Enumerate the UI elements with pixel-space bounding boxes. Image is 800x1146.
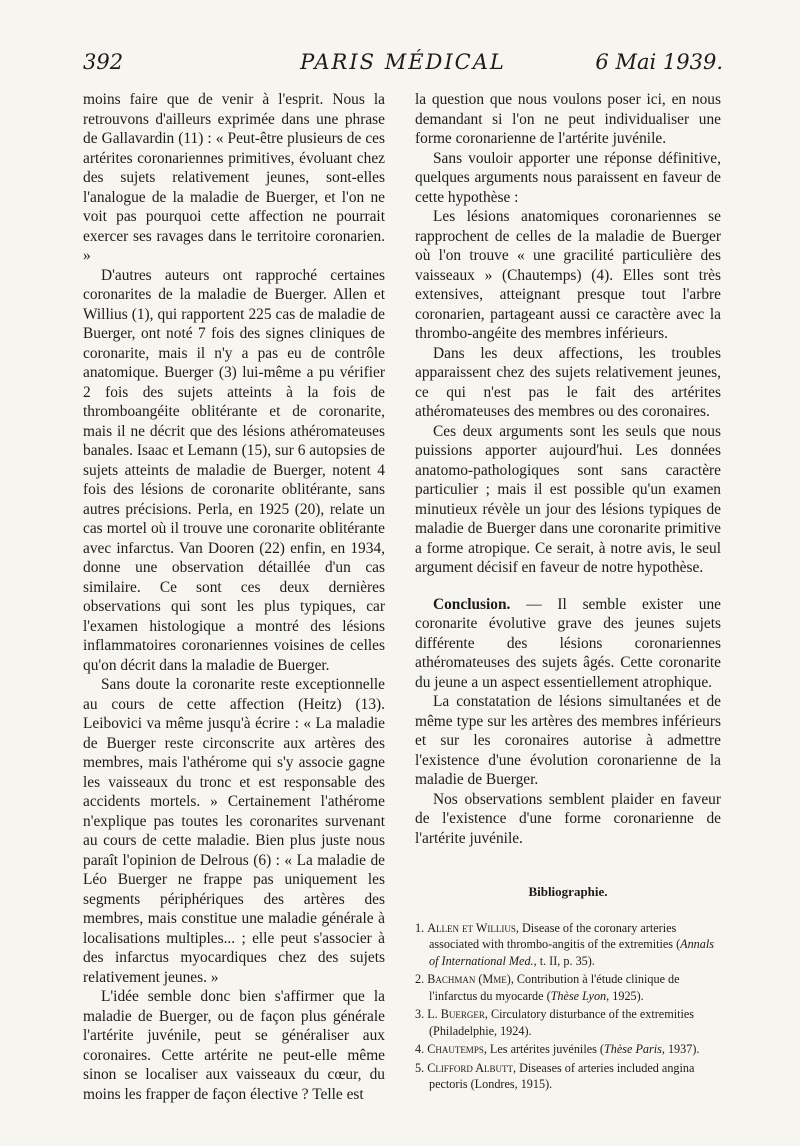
bibliography-list: [415, 920, 721, 1093]
bibliography-title: Bibliographie.: [528, 884, 608, 899]
bibliography-entry: 2. Bachman (Mme), Contribution à l'étude clinique de l'infarctus du myocarde (Thèse Lyon, 1925).: [415, 972, 680, 1003]
paragraph: Ces deux arguments sont les seuls que nous puissions apporter aujourd'hui. Les données anatomo-pathologiques sont sans caractère particulier ; mais il est possible qu'un examen minutieux révèle un jour des lésions typiques de maladie de Buerger dans une coronarite primitive a forme atropique. Ce serait, à notre avis, le seul argument décisif en faveur de notre hypothèse.: [415, 422, 721, 576]
bibliography-entry: 5. Clifford Albutt, Diseases of arteries included angina pectoris (Londres, 1915).: [415, 1060, 695, 1091]
section-gap: [415, 578, 721, 595]
paragraph: La constatation de lésions simultanées et de même type sur les artères des membres inférieurs et sur les coronaires autorise à admettre l'existence d'une évolution coronarienne de la maladie de Buerger.: [415, 693, 721, 788]
bibliography-entry: 4. Chautemps, Les artérites juvéniles (Thèse Paris, 1937).: [415, 1042, 700, 1056]
page-number: 392: [83, 50, 124, 74]
paragraph: la question que nous voulons poser ici, en nous demandant si l'on ne peut individualiser une forme coronarienne de l'artérite juvénile.: [415, 91, 721, 147]
paragraph: Sans vouloir apporter une réponse définitive, quelques arguments nous paraissent en faveur de cette hypothèse :: [415, 149, 721, 206]
paragraph: Sans doute la coronarite reste exceptionnelle au cours de cette affection (Heitz) (13). Leibovici va même jusqu'à écrire : « La maladie de Buerger reste circonscrite aux artères des membres, mais l'athérome qui s'y associe gagne les vaisseaux du tronc et est responsable des accidents mortels. » Certainement l'athérome n'explique pas toutes les coronarites survenant au cours de cette maladie. Bien plus juste nous paraît l'opinion de Delrous (6) : « La maladie de Léo Buerger ne frappe pas uniquement les segments périphériques des artères des membres, mais constitue une maladie générale à localisations multiples... ; elle peut s'associer à des infarctus myocardiques chez des sujets relativement jeunes. »: [83, 676, 385, 986]
right-column: [415, 90, 721, 1095]
left-column: [83, 90, 385, 1104]
conclusion-text: — Il semble exister une coronarite évolutive grave des jeunes sujets différente des lésions coronariennes athéromateuses des sujets âgés. Cette coronarite du jeune a un aspect essentiellement atrophique.: [415, 595, 721, 691]
paragraph: D'autres auteurs ont rapproché certaines coronarites de la maladie de Buerger. Allen et Willius (1), qui rapportent 225 cas de maladie de Buerger, ont noté 7 fois des signes cliniques de coronarite, mais il n'y a pas eu de contrôle anatomique. Buerger (3) lui-même a pu vérifier 2 fois des sujets atteints à la fois de thromboangéite oblitérante et de coronarite, mais il ne décrit que des lésions athéromateuses banales. Isaac et Lemann (15), sur 6 autopsies de sujets atteints de maladie de Buerger, notent 4 fois des lésions de coronarite oblitérante, sans autres précisions. Perla, en 1925 (20), relate un cas mortel où il trouve une coronarite oblitérante avec infarctus. Van Dooren (22) enfin, en 1934, donne une observation détaillée d'un cas similaire. Ce sont ces deux dernières observations qui sont les plus typiques, car l'examen histologique a montré des lésions inflammatoires coronariennes voisines de celles qu'on décrit dans la maladie de Buerger.: [83, 266, 385, 674]
bibliography-entry: 1. Allen et Willius, Disease of the coronary arteries associated with thrombo-angitis of the extremities (Annals of International Med., t. II, p. 35).: [415, 920, 714, 968]
journal-title: PARIS MÉDICAL: [300, 50, 506, 74]
paragraph: Nos observations semblent plaider en faveur de l'existence d'une forme coronarienne de l'artérite juvénile.: [415, 790, 721, 847]
paragraph: Les lésions anatomiques coronariennes se rapprochent de celles de la maladie de Buerger où l'on trouve « une gracilité particulière des vaisseaux » (Chautemps) (4). Elles sont très extensives, atteignant presque tout l'arbre coronarien, partageant aussi ce caractère avec la thrombo-angéite des membres inférieurs.: [415, 208, 721, 342]
bibliography-entry: 3. L. Buerger, Circulatory disturbance of the extremities (Philadelphie, 1924).: [415, 1007, 695, 1038]
issue-date: 6 Mai 1939.: [595, 50, 723, 74]
conclusion-paragraph: [415, 595, 721, 693]
paragraph: Dans les deux affections, les troubles apparaissent chez des sujets relativement jeunes, ce qui n'est pas le fait des artérites athéromateuses des membres ou des coronaires.: [415, 344, 721, 420]
page-header: [83, 50, 723, 84]
conclusion-title: Conclusion.: [433, 595, 511, 613]
paragraph: L'idée semble donc bien s'affirmer que la maladie de Buerger, ou de façon plus générale l'artérite juvénile, peut se généraliser aux coronaires. Cette artérite ne peut-elle même sinon se localiser aux vaisseaux du cœur, du moins les frapper de façon élective ? Telle est: [83, 988, 385, 1103]
paragraph: moins faire que de venir à l'esprit. Nous la retrouvons d'ailleurs exprimée dans une phrase de Gallavardin (11) : « Peut-être plusieurs de ces artérites coronariennes primitives, évoluant chez des sujets relativement jeunes, sont-elles l'analogue de la maladie de Buerger, et l'on ne voit pas pourquoi cette affection ne pourrait exercer ses ravages dans le territoire coronarien. »: [83, 91, 385, 264]
